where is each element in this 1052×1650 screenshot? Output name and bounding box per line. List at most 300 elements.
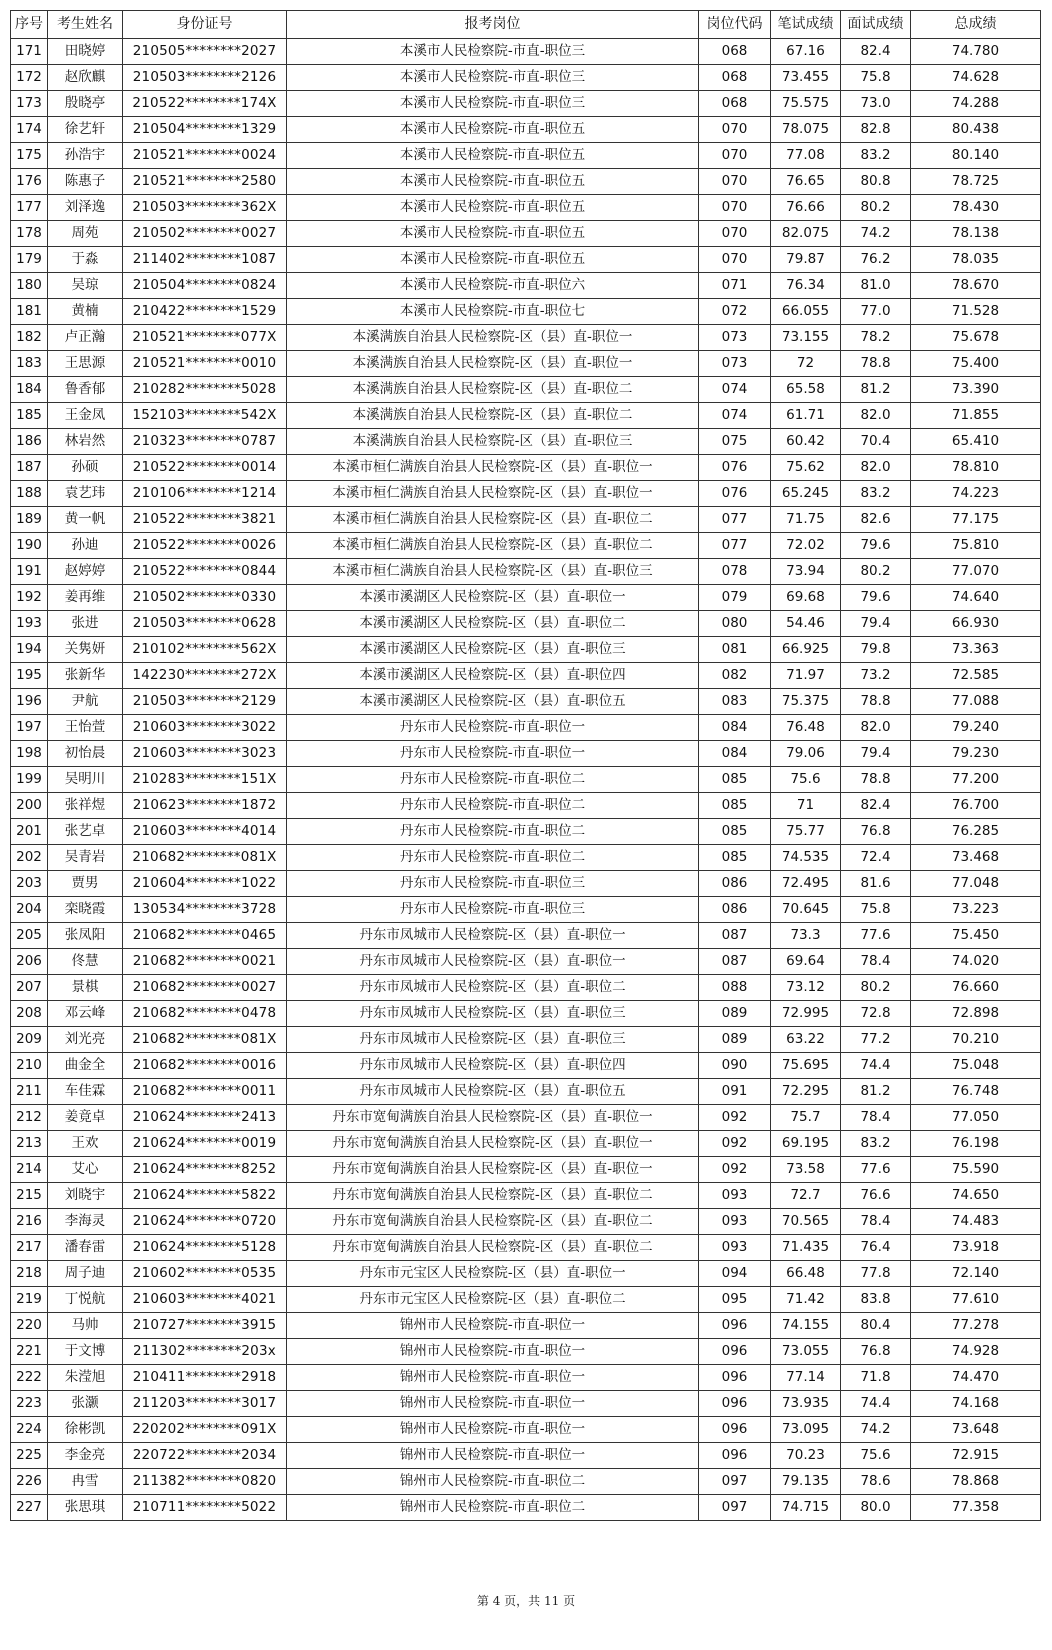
written-score-cell: 73.455 — [771, 65, 841, 91]
total-score-cell: 77.358 — [911, 1495, 1041, 1521]
name-cell: 张灏 — [48, 1391, 123, 1417]
table-row — [11, 195, 1041, 221]
position-cell: 丹东市人民检察院-市直-职位二 — [287, 819, 699, 845]
header-row — [11, 11, 1041, 39]
name-cell: 车佳霖 — [48, 1079, 123, 1105]
position-code-cell: 075 — [699, 429, 771, 455]
position-code-cell: 085 — [699, 767, 771, 793]
interview-score-cell: 77.8 — [841, 1261, 911, 1287]
interview-score-cell: 73.0 — [841, 91, 911, 117]
position-cell: 本溪市人民检察院-市直-职位五 — [287, 221, 699, 247]
table-row — [11, 871, 1041, 897]
position-code-cell: 089 — [699, 1001, 771, 1027]
position-cell: 锦州市人民检察院-市直-职位二 — [287, 1495, 699, 1521]
id-number-cell: 210624********8252 — [123, 1157, 287, 1183]
total-score-cell: 73.363 — [911, 637, 1041, 663]
index-cell: 187 — [11, 455, 48, 481]
table-row — [11, 39, 1041, 65]
id-number-cell: 210323********0787 — [123, 429, 287, 455]
name-cell: 张进 — [48, 611, 123, 637]
position-cell: 丹东市人民检察院-市直-职位二 — [287, 793, 699, 819]
total-score-cell: 74.288 — [911, 91, 1041, 117]
total-score-cell: 75.400 — [911, 351, 1041, 377]
table-row — [11, 1053, 1041, 1079]
table-row — [11, 845, 1041, 871]
interview-score-cell: 76.6 — [841, 1183, 911, 1209]
id-number-cell: 210106********1214 — [123, 481, 287, 507]
interview-score-cell: 74.2 — [841, 221, 911, 247]
interview-score-cell: 71.8 — [841, 1365, 911, 1391]
total-score-cell: 74.470 — [911, 1365, 1041, 1391]
interview-score-cell: 78.8 — [841, 767, 911, 793]
interview-score-cell: 82.0 — [841, 403, 911, 429]
total-score-cell: 78.810 — [911, 455, 1041, 481]
name-cell: 姜竟卓 — [48, 1105, 123, 1131]
index-cell: 183 — [11, 351, 48, 377]
index-cell: 220 — [11, 1313, 48, 1339]
id-number-cell: 210603********3022 — [123, 715, 287, 741]
id-number-cell: 210624********5128 — [123, 1235, 287, 1261]
total-score-cell: 74.780 — [911, 39, 1041, 65]
position-code-cell: 070 — [699, 195, 771, 221]
position-cell: 丹东市人民检察院-市直-职位一 — [287, 715, 699, 741]
table-row — [11, 455, 1041, 481]
id-number-cell: 210522********0844 — [123, 559, 287, 585]
table-row — [11, 611, 1041, 637]
written-score-cell: 75.62 — [771, 455, 841, 481]
id-number-cell: 210521********077X — [123, 325, 287, 351]
index-cell: 176 — [11, 169, 48, 195]
total-score-cell: 66.930 — [911, 611, 1041, 637]
index-cell: 195 — [11, 663, 48, 689]
written-score-cell: 72.02 — [771, 533, 841, 559]
name-cell: 邓云峰 — [48, 1001, 123, 1027]
interview-score-cell: 82.8 — [841, 117, 911, 143]
id-number-cell: 210503********2129 — [123, 689, 287, 715]
position-code-cell: 088 — [699, 975, 771, 1001]
total-score-cell: 73.918 — [911, 1235, 1041, 1261]
interview-score-cell: 82.4 — [841, 39, 911, 65]
total-score-cell: 78.035 — [911, 247, 1041, 273]
position-code-cell: 091 — [699, 1079, 771, 1105]
written-score-cell: 66.055 — [771, 299, 841, 325]
results-table — [10, 10, 1041, 1521]
table-row — [11, 793, 1041, 819]
table-row — [11, 715, 1041, 741]
position-code-cell: 096 — [699, 1391, 771, 1417]
written-score-cell: 72.995 — [771, 1001, 841, 1027]
interview-score-cell: 75.8 — [841, 65, 911, 91]
name-cell: 曲金全 — [48, 1053, 123, 1079]
index-cell: 204 — [11, 897, 48, 923]
position-cell: 丹东市凤城市人民检察院-区（县）直-职位三 — [287, 1001, 699, 1027]
total-score-cell: 73.390 — [911, 377, 1041, 403]
id-number-cell: 210623********1872 — [123, 793, 287, 819]
interview-score-cell: 80.4 — [841, 1313, 911, 1339]
table-row — [11, 1183, 1041, 1209]
position-code-cell: 087 — [699, 949, 771, 975]
col-header-position-code: 岗位代码 — [699, 11, 771, 39]
total-score-cell: 78.670 — [911, 273, 1041, 299]
index-cell: 201 — [11, 819, 48, 845]
index-cell: 171 — [11, 39, 48, 65]
id-number-cell: 210522********0014 — [123, 455, 287, 481]
written-score-cell: 75.7 — [771, 1105, 841, 1131]
index-cell: 199 — [11, 767, 48, 793]
table-row — [11, 351, 1041, 377]
position-code-cell: 070 — [699, 169, 771, 195]
interview-score-cell: 78.6 — [841, 1469, 911, 1495]
position-code-cell: 076 — [699, 455, 771, 481]
table-row — [11, 1105, 1041, 1131]
interview-score-cell: 82.0 — [841, 455, 911, 481]
id-number-cell: 210711********5022 — [123, 1495, 287, 1521]
index-cell: 205 — [11, 923, 48, 949]
position-cell: 丹东市宽甸满族自治县人民检察院-区（县）直-职位一 — [287, 1157, 699, 1183]
name-cell: 卢正瀚 — [48, 325, 123, 351]
position-code-cell: 086 — [699, 871, 771, 897]
page-footer: 第 4 页，共 11 页 — [476, 1594, 576, 1608]
written-score-cell: 61.71 — [771, 403, 841, 429]
total-score-cell: 72.898 — [911, 1001, 1041, 1027]
id-number-cell: 210522********174X — [123, 91, 287, 117]
total-score-cell: 72.585 — [911, 663, 1041, 689]
name-cell: 于淼 — [48, 247, 123, 273]
written-score-cell: 71.42 — [771, 1287, 841, 1313]
index-cell: 188 — [11, 481, 48, 507]
name-cell: 景棋 — [48, 975, 123, 1001]
id-number-cell: 210502********0027 — [123, 221, 287, 247]
table-row — [11, 221, 1041, 247]
position-cell: 本溪满族自治县人民检察院-区（县）直-职位二 — [287, 377, 699, 403]
written-score-cell: 73.155 — [771, 325, 841, 351]
position-cell: 本溪市溪湖区人民检察院-区（县）直-职位三 — [287, 637, 699, 663]
interview-score-cell: 79.6 — [841, 533, 911, 559]
written-score-cell: 75.375 — [771, 689, 841, 715]
written-score-cell: 79.87 — [771, 247, 841, 273]
position-cell: 丹东市宽甸满族自治县人民检察院-区（县）直-职位二 — [287, 1209, 699, 1235]
table-row — [11, 1469, 1041, 1495]
table-row — [11, 1287, 1041, 1313]
position-cell: 丹东市宽甸满族自治县人民检察院-区（县）直-职位二 — [287, 1183, 699, 1209]
position-code-cell: 076 — [699, 481, 771, 507]
index-cell: 175 — [11, 143, 48, 169]
interview-score-cell: 80.0 — [841, 1495, 911, 1521]
id-number-cell: 210504********0824 — [123, 273, 287, 299]
written-score-cell: 74.715 — [771, 1495, 841, 1521]
interview-score-cell: 80.2 — [841, 975, 911, 1001]
table-row — [11, 1079, 1041, 1105]
written-score-cell: 70.645 — [771, 897, 841, 923]
name-cell: 李海灵 — [48, 1209, 123, 1235]
total-score-cell: 74.640 — [911, 585, 1041, 611]
id-number-cell: 210682********0011 — [123, 1079, 287, 1105]
position-cell: 本溪市人民检察院-市直-职位三 — [287, 39, 699, 65]
id-number-cell: 210502********0330 — [123, 585, 287, 611]
name-cell: 吴琼 — [48, 273, 123, 299]
name-cell: 初怡晨 — [48, 741, 123, 767]
total-score-cell: 77.200 — [911, 767, 1041, 793]
id-number-cell: 152103********542X — [123, 403, 287, 429]
position-code-cell: 096 — [699, 1417, 771, 1443]
position-code-cell: 070 — [699, 221, 771, 247]
col-header-name: 考生姓名 — [48, 11, 123, 39]
position-code-cell: 083 — [699, 689, 771, 715]
name-cell: 徐艺轩 — [48, 117, 123, 143]
written-score-cell: 74.535 — [771, 845, 841, 871]
position-cell: 丹东市凤城市人民检察院-区（县）直-职位一 — [287, 923, 699, 949]
id-number-cell: 210682********081X — [123, 845, 287, 871]
id-number-cell: 210624********0019 — [123, 1131, 287, 1157]
position-code-cell: 085 — [699, 819, 771, 845]
position-cell: 本溪满族自治县人民检察院-区（县）直-职位二 — [287, 403, 699, 429]
position-code-cell: 095 — [699, 1287, 771, 1313]
interview-score-cell: 76.4 — [841, 1235, 911, 1261]
position-cell: 锦州市人民检察院-市直-职位二 — [287, 1469, 699, 1495]
written-score-cell: 69.195 — [771, 1131, 841, 1157]
id-number-cell: 211203********3017 — [123, 1391, 287, 1417]
written-score-cell: 73.12 — [771, 975, 841, 1001]
index-cell: 181 — [11, 299, 48, 325]
position-code-cell: 093 — [699, 1235, 771, 1261]
position-code-cell: 077 — [699, 507, 771, 533]
total-score-cell: 75.450 — [911, 923, 1041, 949]
id-number-cell: 210624********0720 — [123, 1209, 287, 1235]
interview-score-cell: 78.8 — [841, 351, 911, 377]
id-number-cell: 210282********5028 — [123, 377, 287, 403]
written-score-cell: 72.295 — [771, 1079, 841, 1105]
id-number-cell: 210503********362X — [123, 195, 287, 221]
table-row — [11, 377, 1041, 403]
written-score-cell: 73.055 — [771, 1339, 841, 1365]
name-cell: 赵婷婷 — [48, 559, 123, 585]
id-number-cell: 210682********0016 — [123, 1053, 287, 1079]
written-score-cell: 54.46 — [771, 611, 841, 637]
position-cell: 丹东市宽甸满族自治县人民检察院-区（县）直-职位一 — [287, 1105, 699, 1131]
total-score-cell: 72.140 — [911, 1261, 1041, 1287]
position-cell: 丹东市人民检察院-市直-职位三 — [287, 871, 699, 897]
index-cell: 191 — [11, 559, 48, 585]
name-cell: 关隽妍 — [48, 637, 123, 663]
interview-score-cell: 82.0 — [841, 715, 911, 741]
interview-score-cell: 80.8 — [841, 169, 911, 195]
total-score-cell: 71.528 — [911, 299, 1041, 325]
total-score-cell: 74.020 — [911, 949, 1041, 975]
table-row — [11, 533, 1041, 559]
table-row — [11, 91, 1041, 117]
total-score-cell: 73.223 — [911, 897, 1041, 923]
index-cell: 210 — [11, 1053, 48, 1079]
position-code-cell: 080 — [699, 611, 771, 637]
position-code-cell: 087 — [699, 923, 771, 949]
position-code-cell: 093 — [699, 1183, 771, 1209]
written-score-cell: 73.94 — [771, 559, 841, 585]
total-score-cell: 74.223 — [911, 481, 1041, 507]
name-cell: 吴青岩 — [48, 845, 123, 871]
id-number-cell: 210504********1329 — [123, 117, 287, 143]
interview-score-cell: 81.2 — [841, 1079, 911, 1105]
written-score-cell: 72.7 — [771, 1183, 841, 1209]
written-score-cell: 70.23 — [771, 1443, 841, 1469]
table-row — [11, 559, 1041, 585]
id-number-cell: 210603********4021 — [123, 1287, 287, 1313]
interview-score-cell: 82.6 — [841, 507, 911, 533]
written-score-cell: 75.575 — [771, 91, 841, 117]
position-cell: 本溪市人民检察院-市直-职位五 — [287, 143, 699, 169]
name-cell: 赵欣麒 — [48, 65, 123, 91]
written-score-cell: 76.66 — [771, 195, 841, 221]
position-code-cell: 096 — [699, 1443, 771, 1469]
written-score-cell: 75.6 — [771, 767, 841, 793]
index-cell: 221 — [11, 1339, 48, 1365]
interview-score-cell: 78.2 — [841, 325, 911, 351]
name-cell: 吴明川 — [48, 767, 123, 793]
table-row — [11, 1235, 1041, 1261]
table-row — [11, 949, 1041, 975]
total-score-cell: 65.410 — [911, 429, 1041, 455]
written-score-cell: 78.075 — [771, 117, 841, 143]
interview-score-cell: 81.2 — [841, 377, 911, 403]
id-number-cell: 210603********4014 — [123, 819, 287, 845]
table-row — [11, 1417, 1041, 1443]
total-score-cell: 76.660 — [911, 975, 1041, 1001]
position-code-cell: 078 — [699, 559, 771, 585]
position-cell: 本溪市人民检察院-市直-职位五 — [287, 195, 699, 221]
name-cell: 王金凤 — [48, 403, 123, 429]
name-cell: 刘晓宇 — [48, 1183, 123, 1209]
index-cell: 173 — [11, 91, 48, 117]
position-cell: 本溪市人民检察院-市直-职位三 — [287, 65, 699, 91]
written-score-cell: 71.75 — [771, 507, 841, 533]
position-code-cell: 081 — [699, 637, 771, 663]
table-row — [11, 1443, 1041, 1469]
position-cell: 本溪市桓仁满族自治县人民检察院-区（县）直-职位一 — [287, 455, 699, 481]
position-code-cell: 068 — [699, 39, 771, 65]
table-row — [11, 689, 1041, 715]
position-code-cell: 070 — [699, 117, 771, 143]
written-score-cell: 72.495 — [771, 871, 841, 897]
written-score-cell: 69.68 — [771, 585, 841, 611]
index-cell: 172 — [11, 65, 48, 91]
index-cell: 177 — [11, 195, 48, 221]
position-cell: 丹东市元宝区人民检察院-区（县）直-职位二 — [287, 1287, 699, 1313]
results-sheet — [10, 10, 1040, 1521]
total-score-cell: 77.070 — [911, 559, 1041, 585]
index-cell: 180 — [11, 273, 48, 299]
id-number-cell: 210522********0026 — [123, 533, 287, 559]
name-cell: 周苑 — [48, 221, 123, 247]
table-row — [11, 273, 1041, 299]
interview-score-cell: 78.8 — [841, 689, 911, 715]
name-cell: 佟慧 — [48, 949, 123, 975]
position-cell: 本溪市人民检察院-市直-职位五 — [287, 169, 699, 195]
position-code-cell: 090 — [699, 1053, 771, 1079]
index-cell: 178 — [11, 221, 48, 247]
total-score-cell: 78.868 — [911, 1469, 1041, 1495]
table-row — [11, 1365, 1041, 1391]
id-number-cell: 142230********272X — [123, 663, 287, 689]
table-row — [11, 923, 1041, 949]
total-score-cell: 74.483 — [911, 1209, 1041, 1235]
interview-score-cell: 80.2 — [841, 559, 911, 585]
id-number-cell: 210411********2918 — [123, 1365, 287, 1391]
position-cell: 丹东市人民检察院-市直-职位三 — [287, 897, 699, 923]
table-row — [11, 481, 1041, 507]
id-number-cell: 210682********0465 — [123, 923, 287, 949]
table-row — [11, 1261, 1041, 1287]
interview-score-cell: 76.2 — [841, 247, 911, 273]
written-score-cell: 72 — [771, 351, 841, 377]
table-row — [11, 897, 1041, 923]
id-number-cell: 210603********3023 — [123, 741, 287, 767]
index-cell: 190 — [11, 533, 48, 559]
position-code-cell: 072 — [699, 299, 771, 325]
index-cell: 212 — [11, 1105, 48, 1131]
written-score-cell: 74.155 — [771, 1313, 841, 1339]
name-cell: 孙硕 — [48, 455, 123, 481]
id-number-cell: 211382********0820 — [123, 1469, 287, 1495]
interview-score-cell: 74.4 — [841, 1053, 911, 1079]
table-row — [11, 1027, 1041, 1053]
interview-score-cell: 74.2 — [841, 1417, 911, 1443]
position-cell: 丹东市人民检察院-市直-职位二 — [287, 845, 699, 871]
written-score-cell: 73.58 — [771, 1157, 841, 1183]
name-cell: 林岩然 — [48, 429, 123, 455]
index-cell: 193 — [11, 611, 48, 637]
position-cell: 丹东市宽甸满族自治县人民检察院-区（县）直-职位二 — [287, 1235, 699, 1261]
total-score-cell: 72.915 — [911, 1443, 1041, 1469]
id-number-cell: 211302********203x — [123, 1339, 287, 1365]
index-cell: 222 — [11, 1365, 48, 1391]
position-code-cell: 096 — [699, 1313, 771, 1339]
position-cell: 本溪市溪湖区人民检察院-区（县）直-职位五 — [287, 689, 699, 715]
position-code-cell: 077 — [699, 533, 771, 559]
position-cell: 丹东市凤城市人民检察院-区（县）直-职位三 — [287, 1027, 699, 1053]
interview-score-cell: 72.4 — [841, 845, 911, 871]
name-cell: 尹航 — [48, 689, 123, 715]
total-score-cell: 76.285 — [911, 819, 1041, 845]
position-code-cell: 097 — [699, 1495, 771, 1521]
id-number-cell: 210521********0010 — [123, 351, 287, 377]
position-cell: 锦州市人民检察院-市直-职位一 — [287, 1391, 699, 1417]
interview-score-cell: 83.2 — [841, 1131, 911, 1157]
position-cell: 丹东市人民检察院-市直-职位二 — [287, 767, 699, 793]
written-score-cell: 63.22 — [771, 1027, 841, 1053]
name-cell: 孙浩宇 — [48, 143, 123, 169]
id-number-cell: 210624********2413 — [123, 1105, 287, 1131]
position-code-cell: 085 — [699, 793, 771, 819]
position-code-cell: 089 — [699, 1027, 771, 1053]
position-cell: 本溪市溪湖区人民检察院-区（县）直-职位一 — [287, 585, 699, 611]
table-row — [11, 169, 1041, 195]
table-row — [11, 1495, 1041, 1521]
interview-score-cell: 75.6 — [841, 1443, 911, 1469]
name-cell: 黄楠 — [48, 299, 123, 325]
name-cell: 张思琪 — [48, 1495, 123, 1521]
total-score-cell: 77.088 — [911, 689, 1041, 715]
index-cell: 226 — [11, 1469, 48, 1495]
total-score-cell: 77.610 — [911, 1287, 1041, 1313]
table-row — [11, 585, 1041, 611]
written-score-cell: 79.135 — [771, 1469, 841, 1495]
id-number-cell: 210422********1529 — [123, 299, 287, 325]
index-cell: 217 — [11, 1235, 48, 1261]
interview-score-cell: 77.0 — [841, 299, 911, 325]
table-row — [11, 117, 1041, 143]
position-code-cell: 068 — [699, 65, 771, 91]
position-code-cell: 093 — [699, 1209, 771, 1235]
index-cell: 189 — [11, 507, 48, 533]
